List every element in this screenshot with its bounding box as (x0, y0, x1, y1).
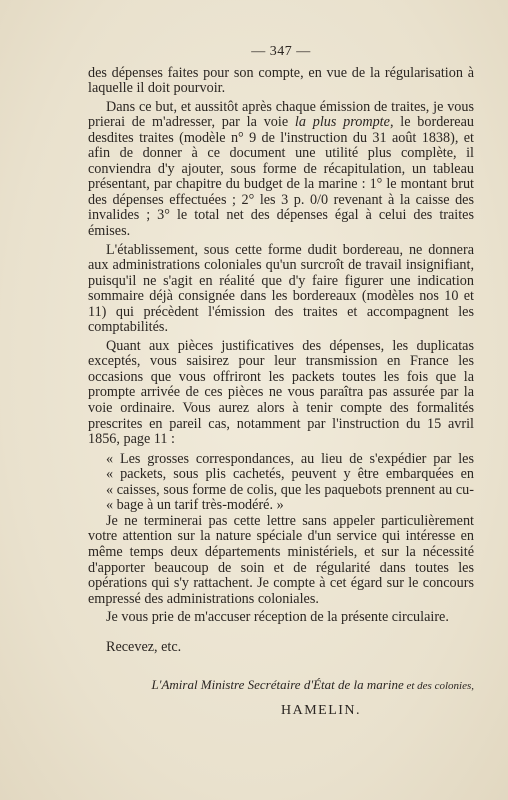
quote-line: « Les grosses correspondances, au lieu de s'expédier par les (106, 450, 474, 467)
paragraph-pieces-justificatives: Quant aux pièces justificatives des dépenses, les duplicatas exceptés, vous saisirez pour leur transmission en France les occasions que vous offriront les packets toutes les fois que la prompte arrivée de ces pièces ne vous paraîtra pas assurée par la voie ordinaire. Vous aurez alors à tenir compte des formalités prescrites en pareil cas, notamment par l'instruction du 15 avril 1856, page 11 : (88, 337, 474, 448)
paragraph-attention: Je ne terminerai pas cette lettre sans appeler particulièrement votre attention sur la nature spéciale d'un service qui intéresse en même temps deux départements ministériels, et sur la nécessité d'apporter beaucoup de soin et de régularité dans toutes les opérations qui s'y rattachent. Je compte à cet égard sur le concours empressé des administrations coloniales. (88, 512, 474, 607)
page-content (88, 44, 474, 718)
paragraph-accuser-reception: Je vous prie de m'accuser réception de la présente circulaire. (106, 609, 449, 626)
signature-title (88, 677, 474, 695)
paragraph-traites (88, 100, 474, 240)
salutation: Recevez, etc. (106, 638, 182, 655)
signature-title-main: L'Amiral Ministre Secrétaire d'État de la marine (151, 677, 404, 693)
paragraph-traites-part1: Dans ce but, et aussitôt après chaque émission de traites, je vous prierai de m'adresser, par la voie (88, 98, 474, 131)
quotation-block (88, 452, 474, 514)
emphasis-plus-prompte: la plus prompte (294, 114, 390, 131)
paragraph-traites-part2: , le bordereau desdites traites (modèle n° 9 de l'instruction du 31 août 1838), et afin de donner à ce document une utilité plus complète, il conviendra d'y ajouter, sous forme de récapitulation, un tableau présentant, par chapitre du budget de la marine : 1° le montant brut des dépenses effectuées ; 2° les 3 p. 0/0 revenant à la caisse des invalides ; 3° le total net des dépenses égal à celui des traites émises. (88, 114, 474, 240)
quote-line: « caisses, sous forme de colis, que les paquebots prennent au cu- (106, 481, 474, 498)
paragraph-etablissement: L'établissement, sous cette forme dudit bordereau, ne donnera aux administrations coloniales qu'un surcroît de travail insignifiant, puisqu'il ne s'agit en réalité que d'y faire figurer une indication sommaire déjà consignée dans les bordereaux (modèles nos 10 et 11) qui précèdent l'émission des traites et accompagnent les comptabilités. (88, 241, 474, 336)
quote-line: « bage à un tarif très-modéré. » (106, 497, 284, 514)
signature-title-tail: et des colonies, (403, 680, 474, 693)
page-number: — 347 — (251, 44, 311, 59)
quote-line: « packets, sous plis cachetés, peuvent y être embarquées en (106, 466, 474, 483)
paragraph-continuation: des dépenses faites pour son compte, en vue de la régularisation à laquelle il doit pourvoir. (88, 64, 474, 97)
signer-name: HAMELIN. (280, 702, 362, 718)
